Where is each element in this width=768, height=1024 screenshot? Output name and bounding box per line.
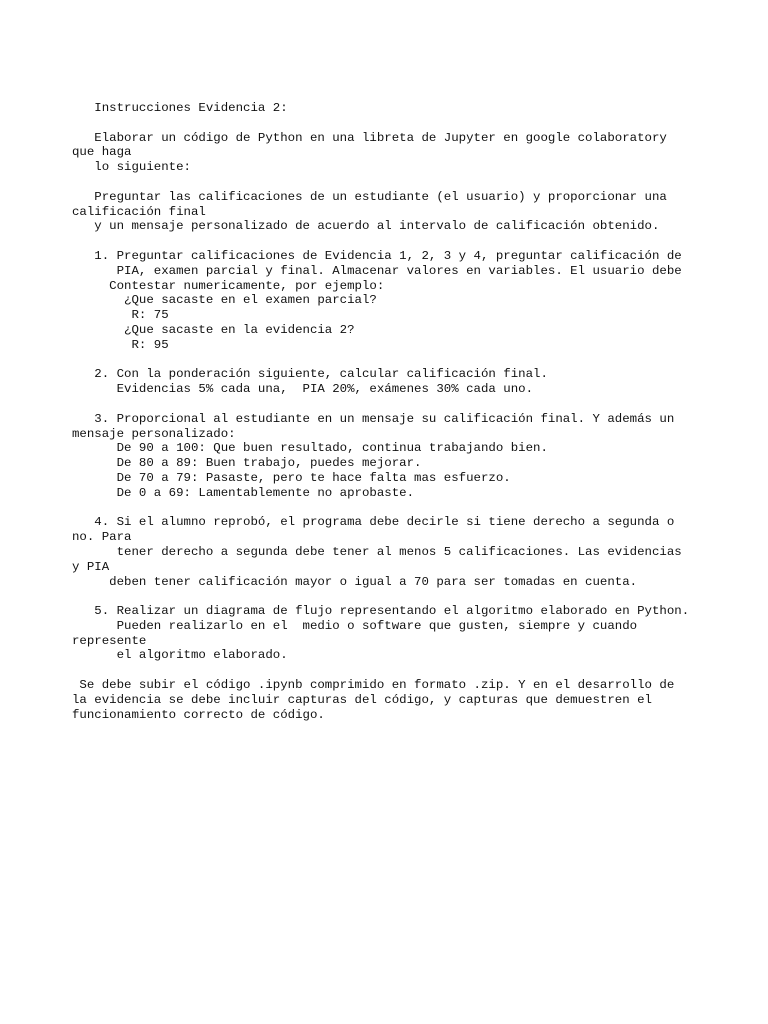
text-line: no. Para: [72, 530, 132, 545]
text-line: 3. Proporcional al estudiante en un mensaje su calificación final. Y además un: [72, 411, 675, 426]
document-body: [72, 101, 752, 722]
text-line: y un mensaje personalizado de acuerdo al intervalo de calificación obtenido.: [72, 219, 660, 234]
text-line: Contestar numericamente, por ejemplo:: [72, 278, 385, 293]
text-line: Elaborar un código de Python en una libreta de Jupyter en google colaboratory: [72, 130, 667, 145]
text-line: Pueden realizarlo en el medio o software que gusten, siempre y cuando: [72, 618, 638, 633]
text-line: represente: [72, 633, 147, 648]
text-line: Instrucciones Evidencia 2:: [72, 101, 288, 115]
text-line: mensaje personalizado:: [72, 426, 236, 441]
text-line: De 80 a 89: Buen trabajo, puedes mejorar.: [72, 456, 422, 471]
text-line: [72, 234, 752, 249]
text-line: 2. Con la ponderación siguiente, calcular calificación final.: [72, 367, 548, 382]
text-line: [72, 353, 752, 368]
text-line: 5. Realizar un diagrama de flujo representando el algoritmo elaborado en Python.: [72, 604, 690, 619]
text-line: Evidencias 5% cada una, PIA 20%, exámenes 30% cada uno.: [72, 382, 534, 397]
text-line: De 0 a 69: Lamentablemente no aprobaste.: [72, 485, 415, 500]
text-line: De 90 a 100: Que buen resultado, continua trabajando bien.: [72, 441, 548, 456]
text-line: R: 75: [72, 308, 169, 323]
text-line: deben tener calificación mayor o igual a 70 para ser tomadas en cuenta.: [72, 574, 638, 589]
text-line: [72, 397, 752, 412]
text-line: y PIA: [72, 559, 110, 574]
text-line: lo siguiente:: [72, 160, 191, 175]
text-line: [72, 175, 752, 190]
text-line: [72, 589, 752, 604]
text-line: R: 95: [72, 337, 169, 352]
text-line: 1. Preguntar calificaciones de Evidencia 1, 2, 3 y 4, preguntar calificación de: [72, 248, 682, 263]
text-line: ¿Que sacaste en la evidencia 2?: [72, 322, 355, 337]
text-line: [72, 663, 752, 678]
text-line: De 70 a 79: Pasaste, pero te hace falta mas esfuerzo.: [72, 470, 511, 485]
text-line: PIA, examen parcial y final. Almacenar valores en variables. El usuario debe: [72, 263, 682, 278]
text-line: la evidencia se debe incluir capturas del código, y capturas que demuestren el: [72, 692, 652, 707]
text-line: [72, 501, 752, 516]
text-line: funcionamiento correcto de código.: [72, 707, 325, 722]
text-line: tener derecho a segunda debe tener al menos 5 calificaciones. Las evidencias: [72, 544, 682, 559]
text-line: el algoritmo elaborado.: [72, 648, 288, 663]
text-line: que haga: [72, 145, 132, 160]
text-line: Se debe subir el código .ipynb comprimido en formato .zip. Y en el desarrollo de: [72, 678, 675, 693]
text-line: calificación final: [72, 204, 206, 219]
text-line: 4. Si el alumno reprobó, el programa debe decirle si tiene derecho a segunda o: [72, 515, 675, 530]
text-line: Preguntar las calificaciones de un estudiante (el usuario) y proporcionar una: [72, 189, 667, 204]
text-line: [72, 116, 752, 131]
text-line: ¿Que sacaste en el examen parcial?: [72, 293, 377, 308]
